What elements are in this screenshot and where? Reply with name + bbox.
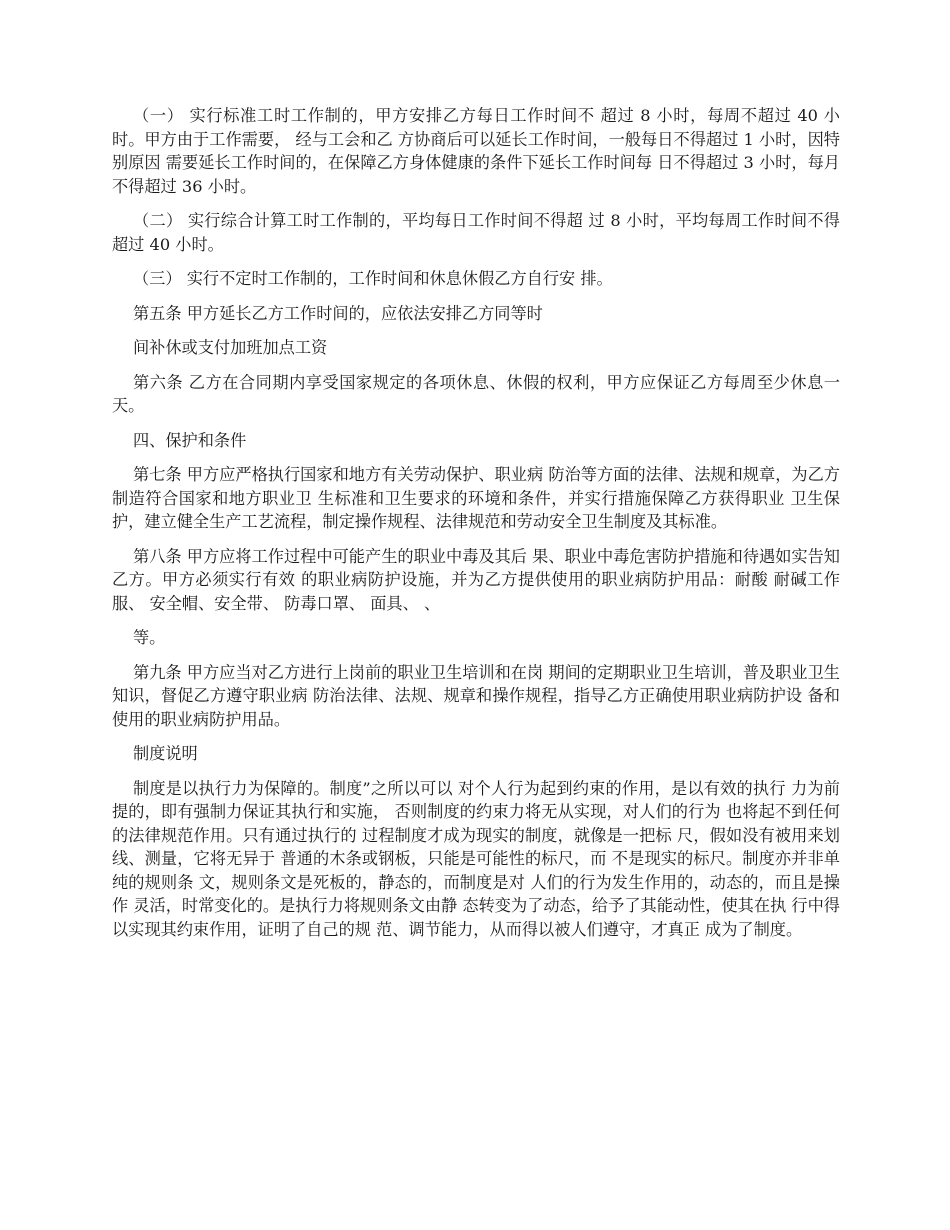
section-heading-system-note: 制度说明 <box>133 744 198 763</box>
paragraph-system-note: 制度是以执行力为保障的。制度”之所以可以 对个人行为起到约束的作用，是以有效的执行 力为前提的，即有强制力保证其执行和实施， 否则制度的约束力将无从实现，对人们的行为 也将起不到任何的法律规范作用。只有通过执行的 过程制度才成为现实的制度，就像是一把标 尺，假如没有被用来划线、测量，它将无异于 普通的木条或钢板，只能是可能性的标尺，而 不是现实的标尺。制度亦并非单纯的规则条 文，规则条文是死板的，静态的，而制度是对 人们的行为发生作用的，动态的，而且是操作 灵活，时常变化的。是执行力将规则条文由静 态转变为了动态，给予了其能动性，使其在执 行中得以实现其约束作用，证明了自己的规 范、调节能力，从而得以被人们遵守，才真正 成为了制度。 <box>112 778 840 939</box>
paragraph-standard-hours: （一） 实行标准工时工作制的，甲方安排乙方每日工作时间不 超过 8 小时，每周不超过 40 小时。甲方由于工作需要， 经与工会和乙 方协商后可以延长工作时间，一般每日不得超过 1 小时，因特别原因 需要延长工作时间的，在保障乙方身体健康的条件下延长工作时间每 日不得超过 3 小时，每月不得超过 36 小时。 <box>112 106 840 196</box>
document-body <box>112 104 840 952</box>
paragraph-article-6: 第六条 乙方在合同期内享受国家规定的各项休息、休假的权利，甲方应保证乙方每周至少休息一天。 <box>112 372 840 415</box>
paragraph-article-5-line-2: 间补休或支付加班加点工资 <box>133 338 328 357</box>
section-heading-protection: 四、保护和条件 <box>133 430 247 450</box>
paragraph-article-5-line-1: 第五条 甲方延长乙方工作时间的，应依法安排乙方同等时 <box>133 303 543 323</box>
paragraph-article-8: 第八条 甲方应将工作过程中可能产生的职业中毒及其后 果、职业中毒危害防护措施和待遇如实告知乙方。甲方必须实行有效 的职业病防护设施，并为乙方提供使用的职业病防护用品：耐酸 耐碱工作服、 安全帽、安全带、 防毒口罩、 面具、 、 <box>112 546 840 613</box>
paragraph-flexible-hours: （三） 实行不定时工作制的，工作时间和休息休假乙方自行安 排。 <box>133 269 613 288</box>
paragraph-article-7: 第七条 甲方应严格执行国家和地方有关劳动保护、职业病 防治等方面的法律、法规和规章，为乙方制造符合国家和地方职业卫 生标准和卫生要求的环境和条件，并实行措施保障乙方获得职业 卫生保护，建立健全生产工艺流程，制定操作规程、法律规范和劳动安全卫生制度及其标准。 <box>112 465 840 531</box>
paragraph-article-8-tail: 等。 <box>133 628 166 647</box>
paragraph-comprehensive-hours: （二） 实行综合计算工时工作制的，平均每日工作时间不得超 过 8 小时，平均每周工作时间不得超过 40 小时。 <box>112 211 840 254</box>
paragraph-article-9: 第九条 甲方应当对乙方进行上岗前的职业卫生培训和在岗 期间的定期职业卫生培训，普及职业卫生知识，督促乙方遵守职业病 防治法律、法规、规章和操作规程，指导乙方正确使用职业病防护设 备和使用的职业病防护用品。 <box>112 662 840 729</box>
